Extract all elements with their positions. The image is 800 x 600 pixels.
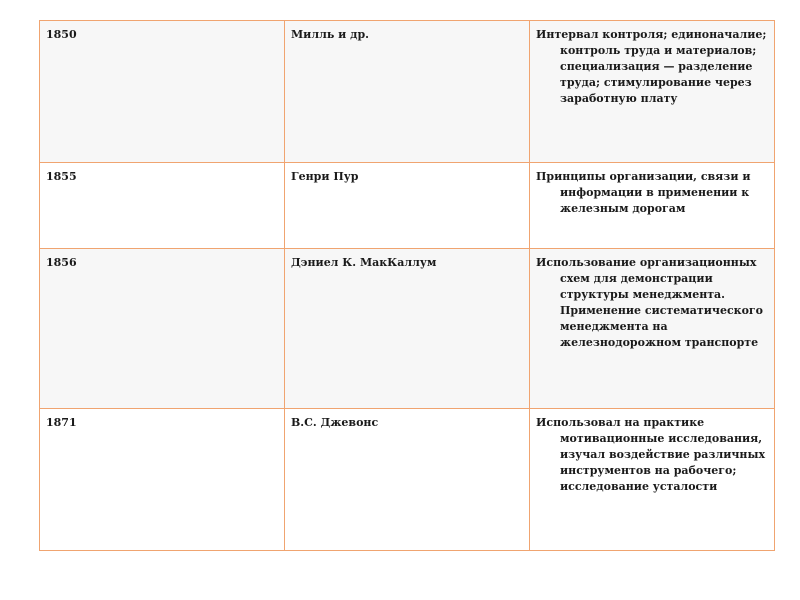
year-cell: 1871 [40, 409, 285, 551]
person-cell: Генри Пур [285, 163, 530, 249]
person-cell: В.С. Джевонс [285, 409, 530, 551]
person-cell: Дэниел К. МакКаллум [285, 249, 530, 409]
person-cell: Милль и др. [285, 21, 530, 163]
table-row [40, 409, 775, 551]
contribution-cell: Интервал контроля; единоначалие; контроль труда и материалов; специализация — разделение труда; стимулирование через заработную плату [530, 21, 775, 163]
contribution-cell: Использование организационных схем для демонстрации структуры менеджмента. Применение систематического менеджмента на железнодорожном транспорте [530, 249, 775, 409]
year-cell: 1850 [40, 21, 285, 163]
table-row [40, 249, 775, 409]
year-cell: 1855 [40, 163, 285, 249]
contribution-cell: Принципы организации, связи и информации в применении к железным дорогам [530, 163, 775, 249]
table-row [40, 163, 775, 249]
contribution-cell: Использовал на практике мотивационные исследования, изучал воздействие различных инструментов на рабочего; исследование усталости [530, 409, 775, 551]
table-row [40, 21, 775, 163]
year-cell: 1856 [40, 249, 285, 409]
history-table [39, 20, 775, 551]
